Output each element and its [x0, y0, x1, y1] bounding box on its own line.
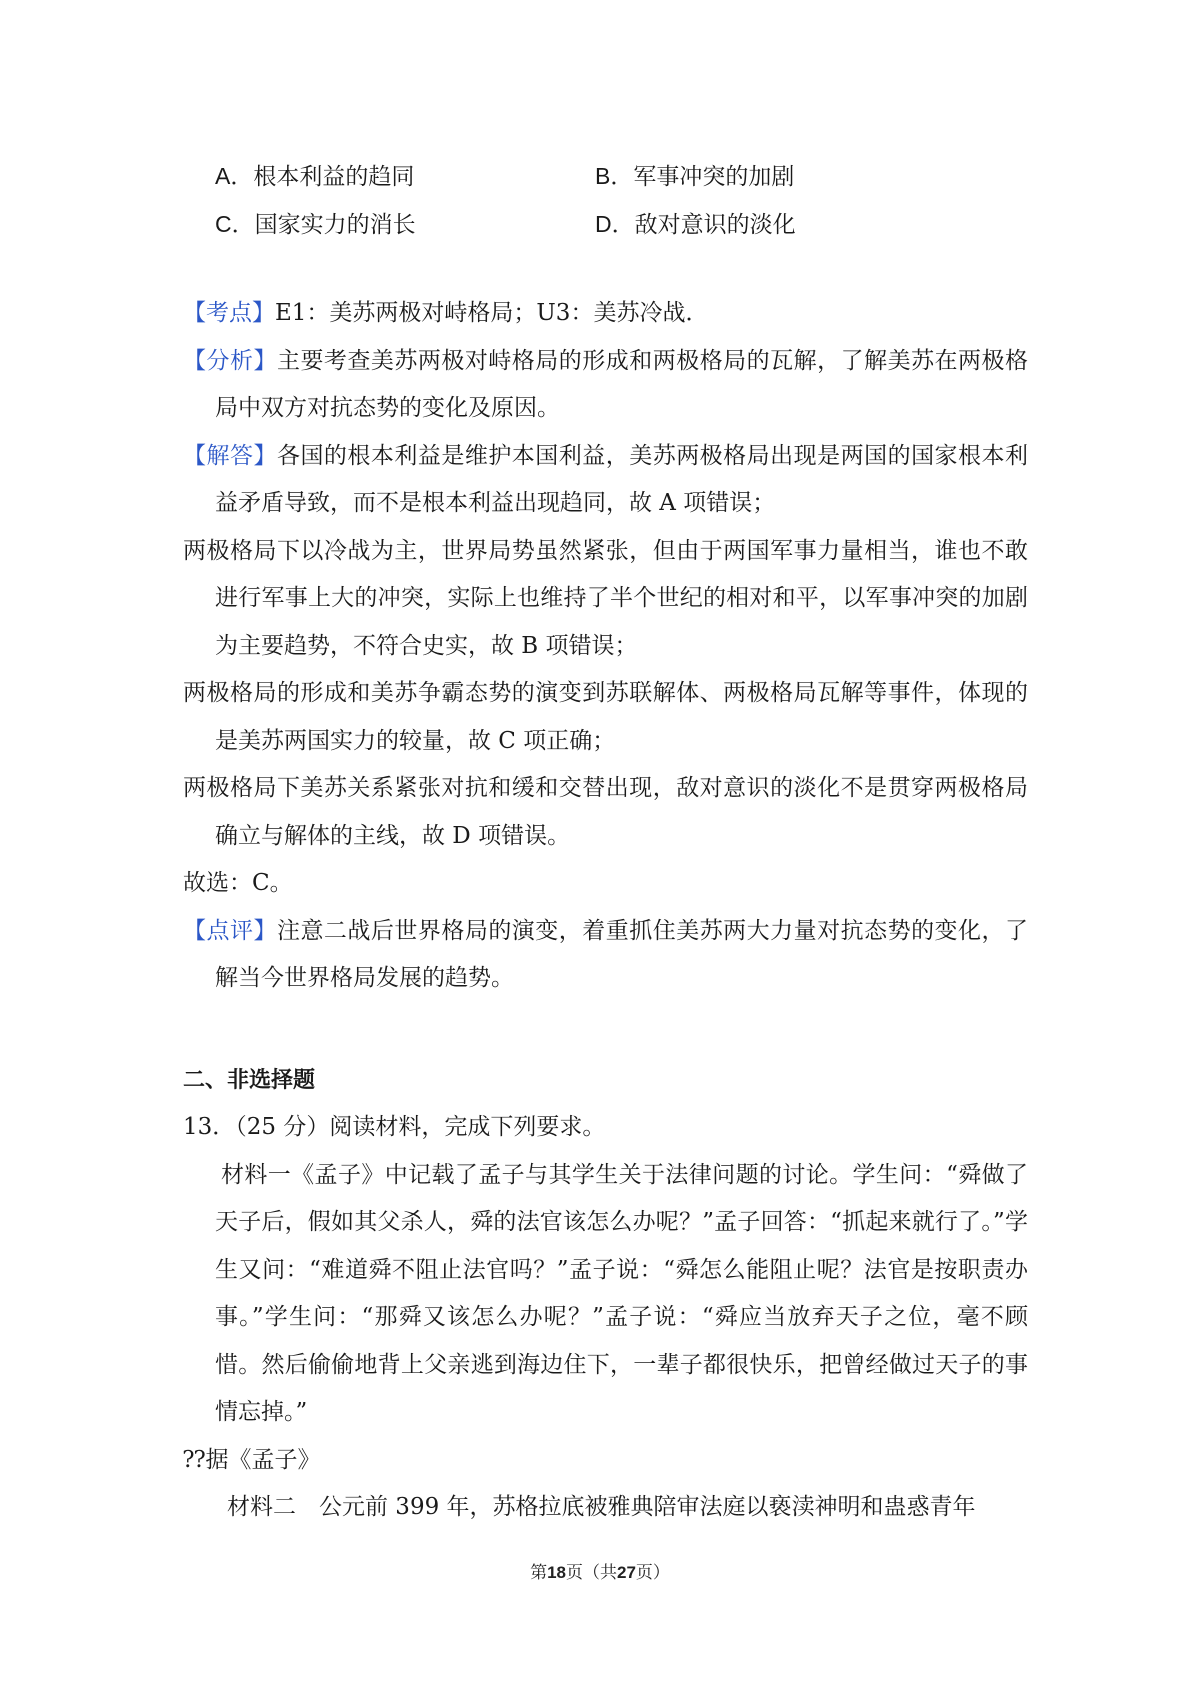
- answer-options: [215, 150, 975, 246]
- fenxi-paragraph: [183, 338, 1028, 433]
- fenxi-tag: 【分析】: [183, 347, 277, 374]
- answer-paragraph-d: 两极格局下美苏关系紧张对抗和缓和交替出现，敌对意识的淡化不是贯穿两极格局确立与解体的主线，故 D 项错误。: [183, 775, 1028, 849]
- option-letter: D．: [595, 210, 635, 237]
- option-d: [595, 206, 975, 239]
- final-choice: 故选：C。: [183, 870, 293, 896]
- dianping-paragraph: [183, 908, 1028, 1003]
- option-b: [595, 158, 975, 191]
- answer-paragraph-b: 两极格局下以冷战为主，世界局势虽然紧张，但由于两国军事力量相当，谁也不敢进行军事上大的冲突，实际上也维持了半个世纪的相对和平，以军事冲突的加剧为主要趋势，不符合史实，故 B 项错误；: [183, 537, 1028, 659]
- section-title: 二、非选择题: [183, 1067, 316, 1093]
- jieda-paragraph: [183, 433, 1028, 528]
- footer-prefix: 第: [530, 1563, 548, 1583]
- footer-middle: 页（共: [566, 1563, 617, 1583]
- kaodian-text: E1：美苏两极对峙格局；U3：美苏冷战．: [275, 300, 709, 326]
- solution-content: [183, 290, 1028, 1532]
- answer-paragraph-c: 两极格局的形成和美苏争霸态势的演变到苏联解体、两极格局瓦解等事件，体现的是美苏两国实力的较量，故 C 项正确；: [183, 680, 1028, 754]
- options-row-2: [215, 198, 975, 246]
- option-letter: A．: [215, 162, 254, 189]
- dianping-text: 注意二战后世界格局的演变，着重抓住美苏两大力量对抗态势的变化，了解当今世界格局发展的趋势。: [215, 917, 1029, 991]
- kaodian-paragraph: [183, 290, 1028, 338]
- kaodian-tag: 【考点】: [183, 300, 275, 326]
- footer-suffix: 页）: [635, 1563, 670, 1583]
- option-letter: C．: [215, 210, 255, 237]
- page-footer: [0, 1558, 1200, 1583]
- options-row-1: [215, 150, 975, 198]
- dianping-tag: 【点评】: [183, 917, 277, 944]
- option-a: [215, 158, 595, 191]
- footer-total-pages: 27: [617, 1563, 636, 1582]
- footer-page-number: 18: [547, 1563, 566, 1582]
- option-c: [215, 206, 595, 239]
- option-text: 敌对意识的淡化: [634, 211, 796, 238]
- option-text: 国家实力的消长: [254, 211, 416, 238]
- material-one-source: ⁇据《孟子》: [183, 1446, 321, 1473]
- jieda-text: 各国的根本利益是维护本国利益，美苏两极格局出现是两国的国家根本利益矛盾导致，而不是根本利益出现趋同，故 A 项错误；: [215, 442, 1029, 516]
- material-two: 材料二 公元前 399 年，苏格拉底被雅典陪审法庭以亵渎神明和蛊惑青年: [227, 1494, 976, 1520]
- jieda-tag: 【解答】: [183, 442, 277, 469]
- question-stem: 13．（25 分）阅读材料，完成下列要求。: [183, 1114, 606, 1140]
- material-one: 材料一《孟子》中记载了孟子与其学生关于法律问题的讨论。学生问：“舜做了天子后，假如其父杀人，舜的法官该怎么办呢？”孟子回答：“抓起来就行了。”学生又问：“难道舜不阻止法官吗？”孟子说：“舜怎么能阻止呢？法官是按职责办事。”学生问：“那舜又该怎么办呢？”孟子说：“舜应当放弃天子之位，毫不顾惜。然后偷偷地背上父亲逃到海边住下，一辈子都很快乐，把曾经做过天子的事情忘掉。”: [215, 1161, 1028, 1425]
- fenxi-text: 主要考查美苏两极对峙格局的形成和两极格局的瓦解，了解美苏在两极格局中双方对抗态势的变化及原因。: [215, 347, 1029, 421]
- option-letter: B．: [595, 162, 634, 189]
- option-text: 军事冲突的加剧: [633, 163, 795, 190]
- option-text: 根本利益的趋同: [253, 163, 415, 190]
